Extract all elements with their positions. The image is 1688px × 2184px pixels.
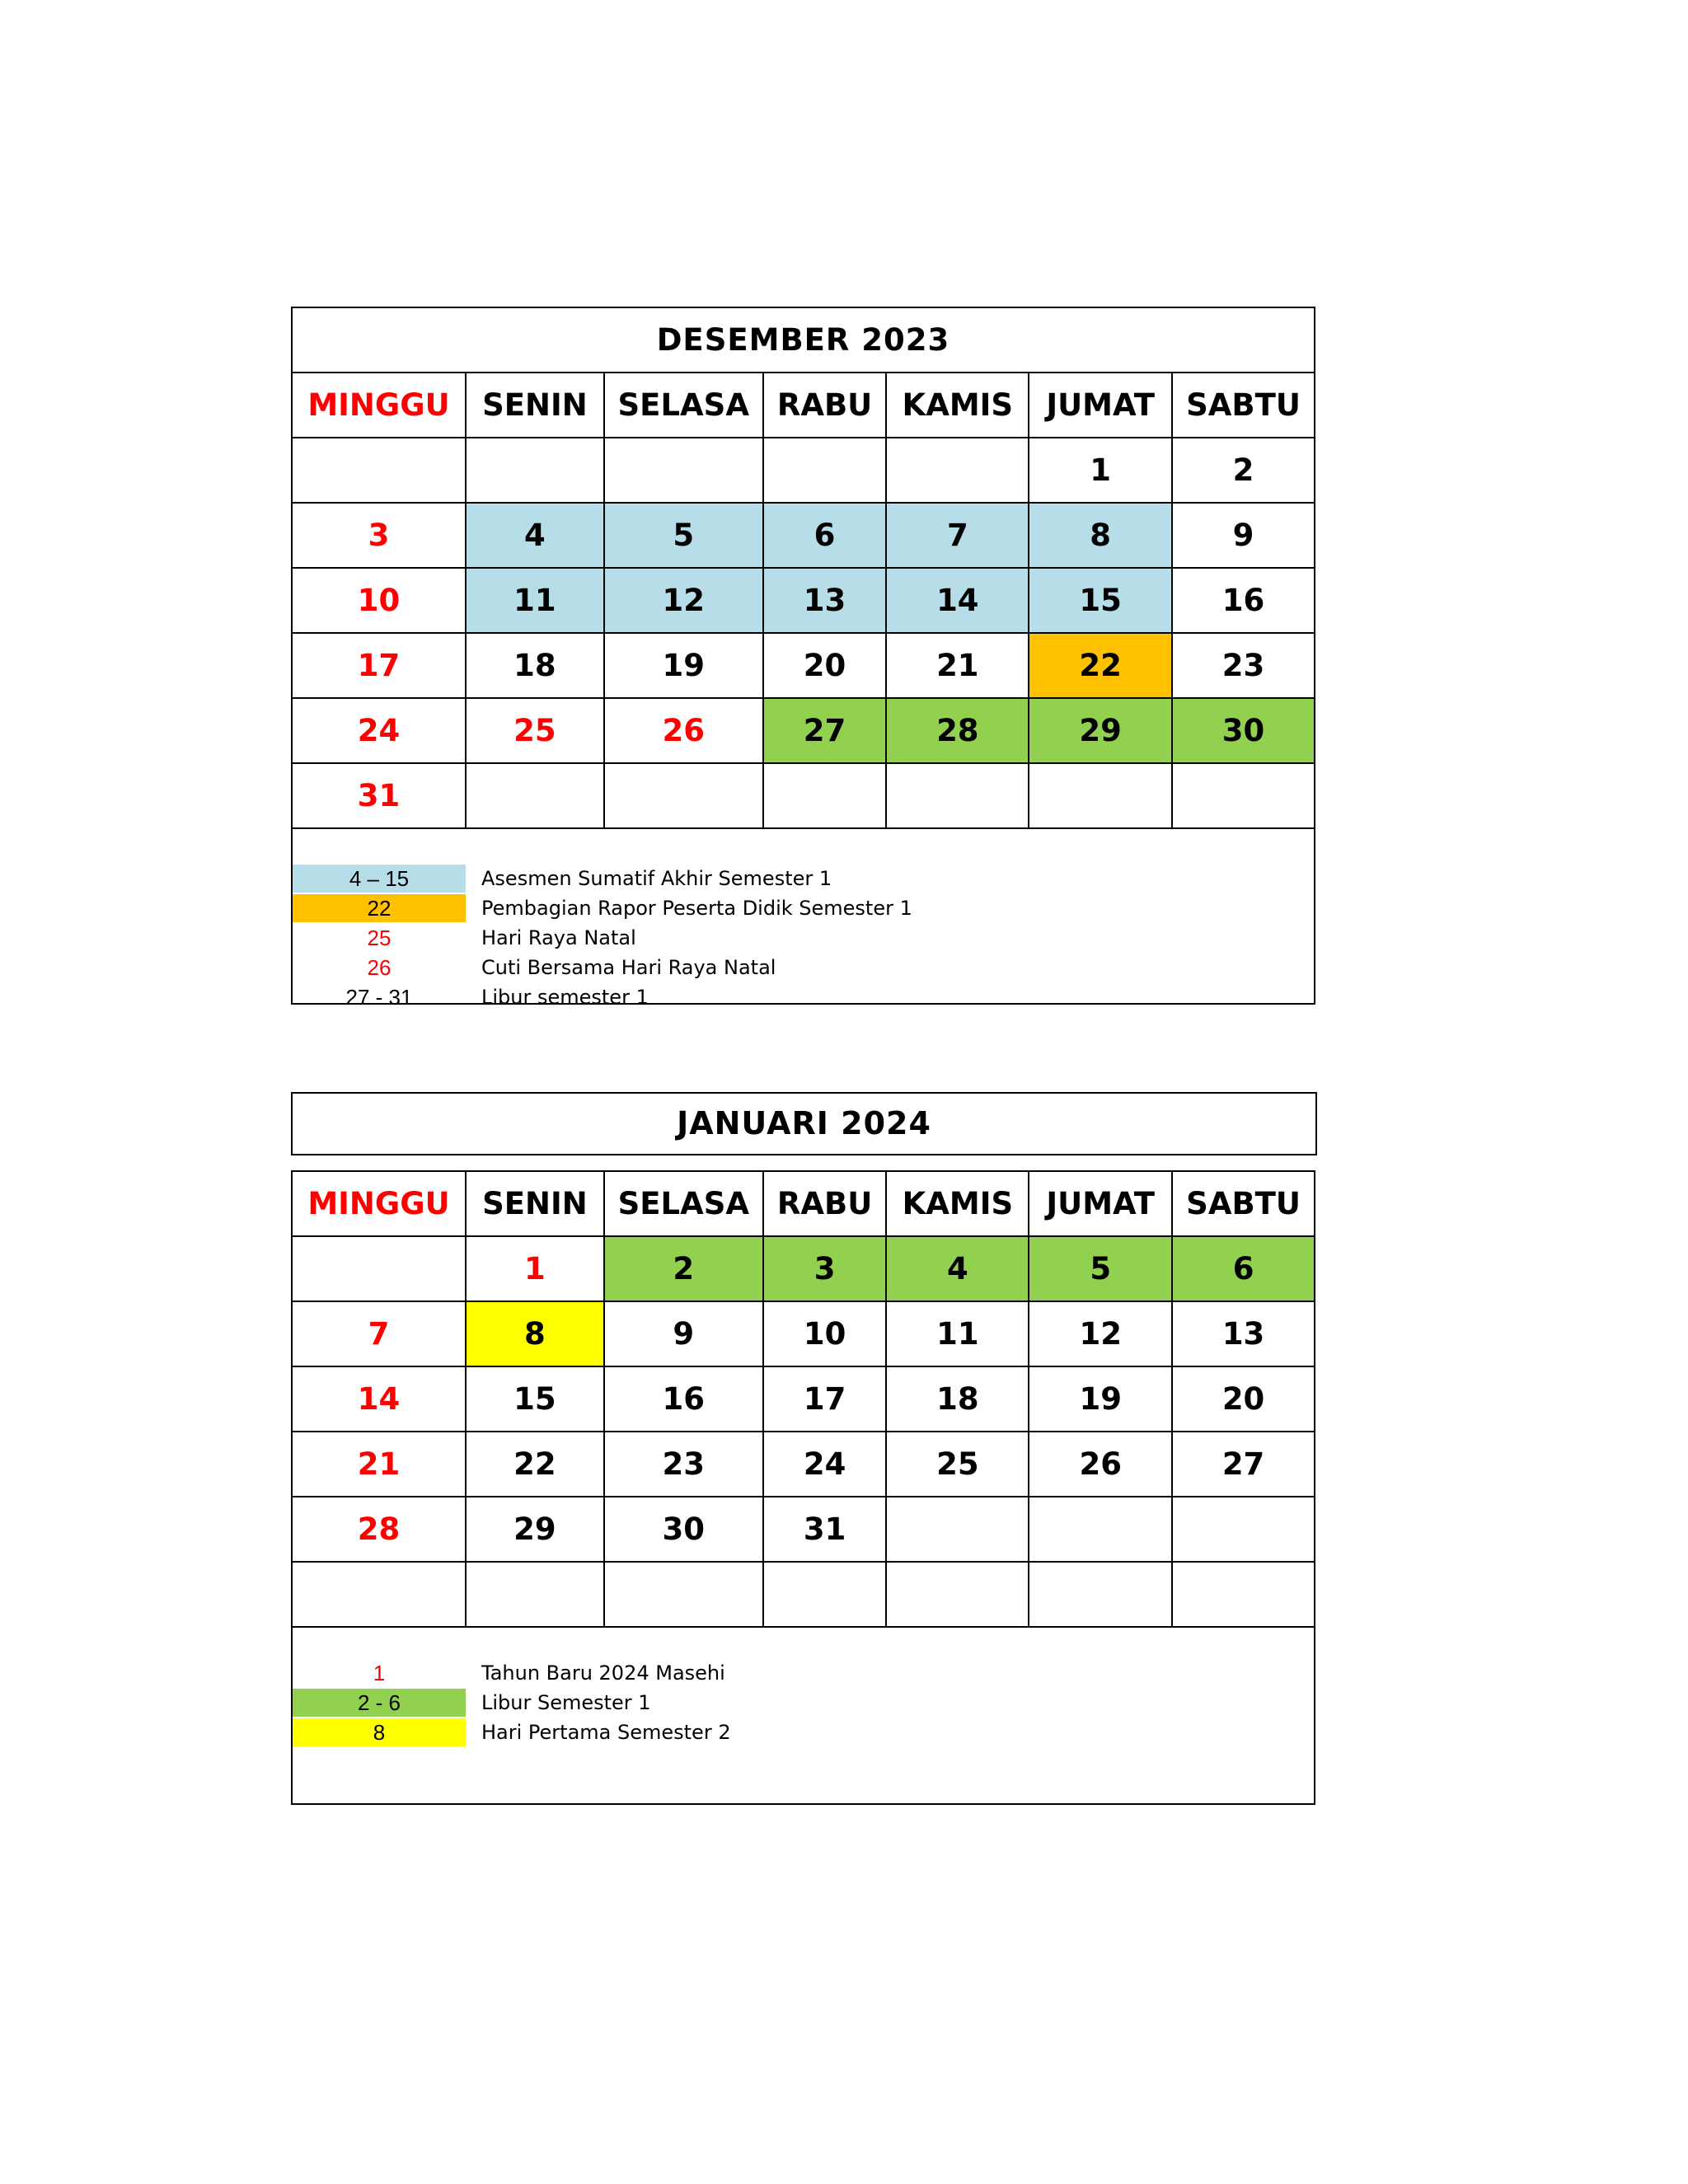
weekday-header-row — [293, 1172, 1314, 1236]
day-cell-libur: 27 — [763, 698, 887, 763]
day-cell-rapor: 22 — [1029, 633, 1172, 698]
day-cell-holiday: 26 — [604, 698, 763, 763]
day-cell: 21 — [886, 633, 1029, 698]
month-title: DESEMBER 2023 — [293, 308, 1314, 373]
day-cell — [293, 1562, 466, 1627]
day-cell — [886, 1562, 1029, 1627]
day-cell — [886, 438, 1029, 503]
legend-key: 26 — [367, 955, 392, 980]
weekday-header-jumat: JUMAT — [1029, 373, 1172, 438]
weekday-header-minggu: MINGGU — [293, 1172, 466, 1236]
day-cell: 30 — [604, 1497, 763, 1562]
week-row — [293, 438, 1314, 503]
day-cell — [466, 763, 604, 828]
day-cell-asesmen: 7 — [886, 503, 1029, 568]
day-cell: 19 — [1029, 1366, 1172, 1432]
day-cell-asesmen: 13 — [763, 568, 887, 633]
week-row — [293, 763, 1314, 828]
day-cell: 28 — [293, 1497, 466, 1562]
day-cell: 20 — [1172, 1366, 1314, 1432]
legend-description: Libur Semester 1 — [481, 1691, 651, 1714]
day-cell: 20 — [763, 633, 887, 698]
day-cell: 22 — [466, 1432, 604, 1497]
legend-key: 1 — [373, 1661, 386, 1685]
weekday-header-selasa: SELASA — [604, 373, 763, 438]
week-row — [293, 1301, 1314, 1366]
legend-item — [293, 865, 1314, 894]
legend-item — [293, 1718, 1314, 1748]
day-cell: 21 — [293, 1432, 466, 1497]
day-cell: 27 — [1172, 1432, 1314, 1497]
day-cell — [763, 763, 887, 828]
legend-key: 2 - 6 — [293, 1689, 466, 1717]
day-cell: 31 — [763, 1497, 887, 1562]
day-cell: 29 — [466, 1497, 604, 1562]
day-cell: 24 — [763, 1432, 887, 1497]
week-row — [293, 1366, 1314, 1432]
day-cell: 2 — [1172, 438, 1314, 503]
weekday-header-kamis: KAMIS — [886, 373, 1029, 438]
month-title: JANUARI 2024 — [677, 1105, 931, 1141]
day-cell-asesmen: 12 — [604, 568, 763, 633]
day-cell — [1029, 1562, 1172, 1627]
day-cell — [1029, 763, 1172, 828]
day-cell: 10 — [763, 1301, 887, 1366]
day-cell: 31 — [293, 763, 466, 828]
month-title-box — [291, 1092, 1317, 1155]
day-cell-asesmen: 8 — [1029, 503, 1172, 568]
day-cell-holiday: 25 — [466, 698, 604, 763]
day-cell-asesmen: 6 — [763, 503, 887, 568]
day-cell-libur: 6 — [1172, 1236, 1314, 1301]
day-cell: 19 — [604, 633, 763, 698]
week-row — [293, 1562, 1314, 1627]
january-grid — [293, 1172, 1314, 1628]
week-row — [293, 698, 1314, 763]
day-cell: 9 — [1172, 503, 1314, 568]
week-row — [293, 503, 1314, 568]
day-cell — [604, 763, 763, 828]
legend-description: Cuti Bersama Hari Raya Natal — [481, 956, 776, 979]
week-row — [293, 1497, 1314, 1562]
week-row — [293, 568, 1314, 633]
january-legend — [293, 1628, 1314, 1748]
day-cell — [293, 438, 466, 503]
legend-item — [293, 1689, 1314, 1718]
day-cell-asesmen: 5 — [604, 503, 763, 568]
legend-description: Asesmen Sumatif Akhir Semester 1 — [481, 867, 832, 890]
december-legend — [293, 829, 1314, 1013]
legend-description: Hari Raya Natal — [481, 926, 636, 949]
legend-key: 4 – 15 — [293, 865, 466, 893]
december-grid — [293, 308, 1314, 829]
legend-key: 22 — [293, 894, 466, 922]
legend-item — [293, 924, 1314, 954]
week-row — [293, 1432, 1314, 1497]
day-cell — [763, 1562, 887, 1627]
weekday-header-senin: SENIN — [466, 1172, 604, 1236]
weekday-header-senin: SENIN — [466, 373, 604, 438]
legend-description: Hari Pertama Semester 2 — [481, 1721, 731, 1744]
day-cell: 15 — [466, 1366, 604, 1432]
day-cell-libur: 2 — [604, 1236, 763, 1301]
legend-description: Pembagian Rapor Peserta Didik Semester 1 — [481, 897, 912, 920]
day-cell-libur: 5 — [1029, 1236, 1172, 1301]
day-cell: 23 — [1172, 633, 1314, 698]
day-cell — [763, 438, 887, 503]
weekday-header-jumat: JUMAT — [1029, 1172, 1172, 1236]
legend-key: 27 - 31 — [345, 985, 413, 1010]
day-cell — [466, 438, 604, 503]
day-cell — [604, 1562, 763, 1627]
day-cell — [1029, 1497, 1172, 1562]
legend-item — [293, 983, 1314, 1013]
day-cell: 13 — [1172, 1301, 1314, 1366]
day-cell — [293, 1236, 466, 1301]
weekday-header-sabtu: SABTU — [1172, 373, 1314, 438]
legend-key: 25 — [367, 926, 392, 950]
legend-item — [293, 1659, 1314, 1689]
day-cell: 24 — [293, 698, 466, 763]
day-cell: 25 — [886, 1432, 1029, 1497]
calendar-january-2024 — [291, 1170, 1315, 1805]
day-cell: 12 — [1029, 1301, 1172, 1366]
day-cell: 9 — [604, 1301, 763, 1366]
day-cell: 26 — [1029, 1432, 1172, 1497]
legend-key: 8 — [293, 1718, 466, 1746]
day-cell — [466, 1562, 604, 1627]
day-cell-libur: 30 — [1172, 698, 1314, 763]
weekday-header-sabtu: SABTU — [1172, 1172, 1314, 1236]
day-cell: 17 — [763, 1366, 887, 1432]
day-cell-asesmen: 15 — [1029, 568, 1172, 633]
day-cell-first-day: 8 — [466, 1301, 604, 1366]
day-cell: 1 — [1029, 438, 1172, 503]
calendar-december-2023 — [291, 307, 1315, 1010]
legend-description: Libur semester 1 — [481, 986, 649, 1009]
day-cell: 14 — [293, 1366, 466, 1432]
weekday-header-rabu: RABU — [763, 1172, 887, 1236]
day-cell-libur: 29 — [1029, 698, 1172, 763]
legend-item — [293, 894, 1314, 924]
day-cell: 18 — [466, 633, 604, 698]
week-row — [293, 633, 1314, 698]
day-cell — [1172, 763, 1314, 828]
day-cell — [886, 763, 1029, 828]
day-cell: 23 — [604, 1432, 763, 1497]
weekday-header-row — [293, 373, 1314, 438]
day-cell — [1172, 1562, 1314, 1627]
day-cell — [1172, 1497, 1314, 1562]
day-cell: 16 — [1172, 568, 1314, 633]
legend-description: Tahun Baru 2024 Masehi — [481, 1661, 725, 1685]
weekday-header-rabu: RABU — [763, 373, 887, 438]
day-cell-libur: 4 — [886, 1236, 1029, 1301]
legend-item — [293, 954, 1314, 983]
day-cell — [604, 438, 763, 503]
weekday-header-selasa: SELASA — [604, 1172, 763, 1236]
week-row — [293, 1236, 1314, 1301]
day-cell: 18 — [886, 1366, 1029, 1432]
day-cell: 11 — [886, 1301, 1029, 1366]
day-cell: 3 — [293, 503, 466, 568]
day-cell-asesmen: 4 — [466, 503, 604, 568]
weekday-header-minggu: MINGGU — [293, 373, 466, 438]
day-cell: 10 — [293, 568, 466, 633]
day-cell-libur: 3 — [763, 1236, 887, 1301]
day-cell-asesmen: 11 — [466, 568, 604, 633]
day-cell-asesmen: 14 — [886, 568, 1029, 633]
day-cell — [886, 1497, 1029, 1562]
weekday-header-kamis: KAMIS — [886, 1172, 1029, 1236]
day-cell: 16 — [604, 1366, 763, 1432]
day-cell: 7 — [293, 1301, 466, 1366]
day-cell-libur: 28 — [886, 698, 1029, 763]
day-cell: 17 — [293, 633, 466, 698]
day-cell-holiday: 1 — [466, 1236, 604, 1301]
